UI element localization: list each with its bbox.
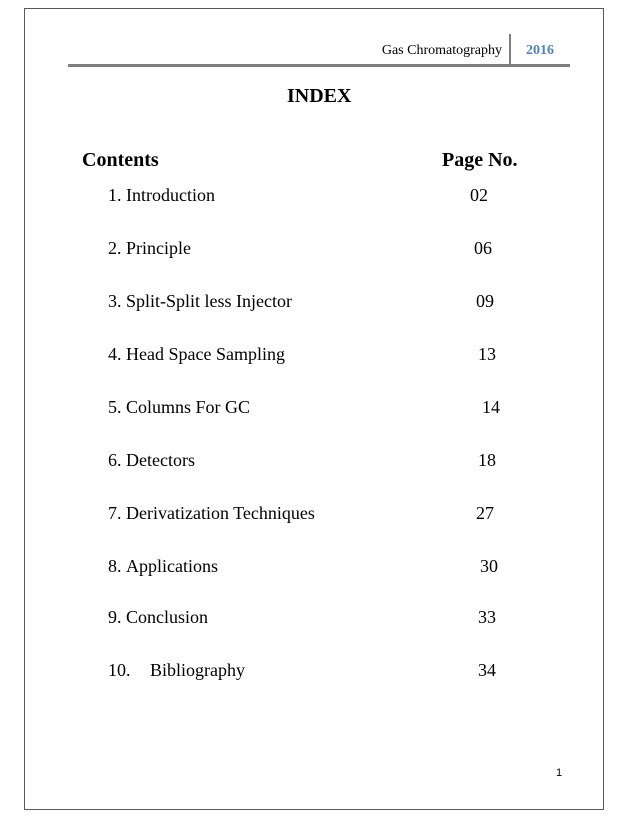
toc-row-head-space-sampling <box>0 343 638 367</box>
toc-row-columns-for-gc <box>0 396 638 420</box>
toc-row-introduction <box>0 184 638 208</box>
toc-page: 33 <box>478 607 496 627</box>
toc-label: Columns For GC <box>126 397 251 417</box>
toc-page: 02 <box>470 185 488 205</box>
header-year: 2016 <box>526 43 554 58</box>
toc-label: Applications <box>126 556 218 576</box>
toc-row-conclusion <box>0 606 638 630</box>
toc-number: 4. <box>108 344 122 364</box>
toc-row-detectors <box>0 449 638 473</box>
toc-page: 14 <box>482 397 500 417</box>
header-divider <box>509 34 511 64</box>
toc-row-principle <box>0 237 638 261</box>
toc-row-bibliography <box>0 659 638 683</box>
toc-number: 10. <box>108 660 131 680</box>
toc-row-applications <box>0 555 638 579</box>
toc-page: 18 <box>478 450 496 470</box>
toc-page: 27 <box>476 503 494 523</box>
toc-label: Detectors <box>126 450 195 470</box>
toc-label: Conclusion <box>126 607 209 627</box>
header-title: Gas Chromatography <box>381 43 502 58</box>
toc-number: 5. <box>108 397 122 417</box>
toc-number: 7. <box>108 503 122 523</box>
toc-label: Head Space Sampling <box>126 344 285 364</box>
contents-column-heading: Contents <box>82 149 159 171</box>
toc-page: 09 <box>476 291 494 311</box>
toc-page: 30 <box>480 556 498 576</box>
toc-number: 3. <box>108 291 122 311</box>
toc-label: Split-Split less Injector <box>126 291 292 311</box>
page-no-column-heading: Page No. <box>442 149 518 171</box>
toc-number: 9. <box>108 607 122 627</box>
toc-label: Principle <box>126 238 191 258</box>
toc-label: Introduction <box>126 185 215 205</box>
toc-row-split-injector <box>0 290 638 314</box>
header-rule <box>68 64 570 67</box>
toc-number: 6. <box>108 450 122 470</box>
toc-number: 8. <box>108 556 122 576</box>
index-heading: INDEX <box>287 85 352 107</box>
toc-number: 1. <box>108 185 122 205</box>
toc-label: Derivatization Techniques <box>126 503 315 523</box>
toc-page: 34 <box>478 660 496 680</box>
page-header <box>68 34 570 66</box>
toc-label: Bibliography <box>150 660 245 680</box>
toc-number: 2. <box>108 238 122 258</box>
toc-page: 06 <box>474 238 492 258</box>
toc-page: 13 <box>478 344 496 364</box>
toc-row-derivatization <box>0 502 638 526</box>
page-number: 1 <box>556 767 563 779</box>
